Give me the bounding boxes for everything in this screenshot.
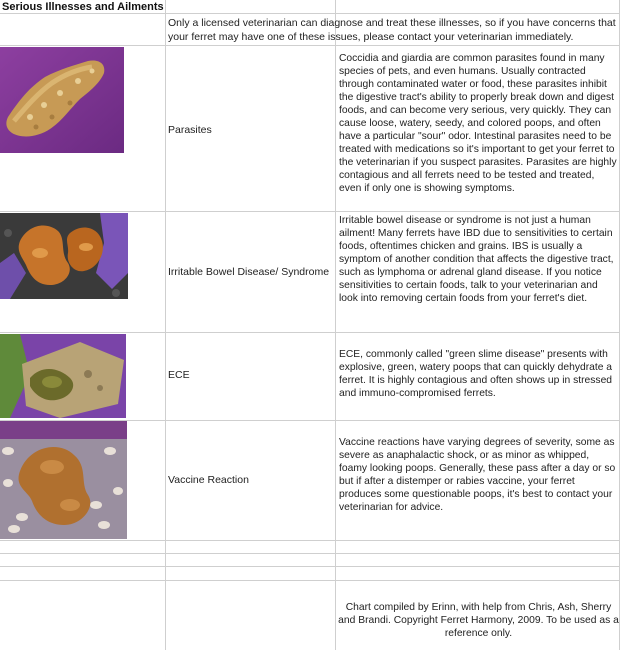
illness-name: Parasites [168,124,212,136]
illness-description: Irritable bowel disease or syndrome is not just a human ailment! Many ferrets have IBD due to sensitivities to certain foods, oftentimes chicken and grains. IBS is usually a symptom of another condition that affects the digestive tract, such as lymphoma or adrenal gland disease. If you notice sensitivities to certain foods, talk to your veterinarian and look into removing certain foods from your ferret's diet. [339,215,614,304]
row-divider [0,566,620,567]
illness-name: ECE [168,369,190,381]
illness-name: Irritable Bowel Disease/ Syndrome [168,266,330,278]
ece-photo [0,334,126,418]
vaccine-reaction-photo [0,421,127,539]
row-divider [0,13,620,14]
parasites-photo [0,47,124,153]
chart-credit: Chart compiled by Erinn, with help from Chris, Ash, Sherry and Brandi. Copyright Ferret Harmony, 2009. To be used as a reference only. [338,602,619,639]
row-divider [0,45,620,46]
table-title: Serious Illnesses and Ailments [2,1,164,13]
row-divider [0,540,620,541]
intro-text: Only a licensed veterinarian can diagnose and treat these illnesses, so if you have concerns that your ferret may have one of these issues, please contact your veterinarian immediately. [168,17,616,43]
illness-name: Vaccine Reaction [168,474,249,486]
illness-description: ECE, commonly called "green slime disease" presents with explosive, green, watery poops that can quickly dehydrate a ferret. It is highly contagious and often shows up in stressed and immuno-compromised ferrets. [339,349,613,399]
row-divider [0,332,620,333]
row-divider [0,211,620,212]
column-divider [335,0,336,650]
illness-description: Vaccine reactions have varying degrees of severity, some as severe as anaphalactic shock, or as minor as whipped, foamy looking poops. Generally, these pass after a day or so but if after a distemper or rabies vaccine, your ferret produces some questionable poops, it's best to contact your veterinarian for advice. [339,437,616,513]
illness-description: Coccidia and giardia are common parasites found in many species of pets, and even humans. Usually contracted through contaminated water or food, these parasites inhibit the digestive tract's ability to properly break down and digest foods, and can become very serious, very quickly. They can cause loose, watery, seedy, and colored poops, and often have a particular "sour" odor. Intestinal parasites need to be treated with medications so it's important to get your ferret to the veterinarian if you suspect parasites. Parasites are highly contagious and all ferrets need to be tested and treated, even if only one is showing symptoms. [339,53,617,194]
row-divider [0,580,620,581]
row-divider [0,553,620,554]
ibd-photo [0,213,128,299]
column-divider [165,0,166,650]
